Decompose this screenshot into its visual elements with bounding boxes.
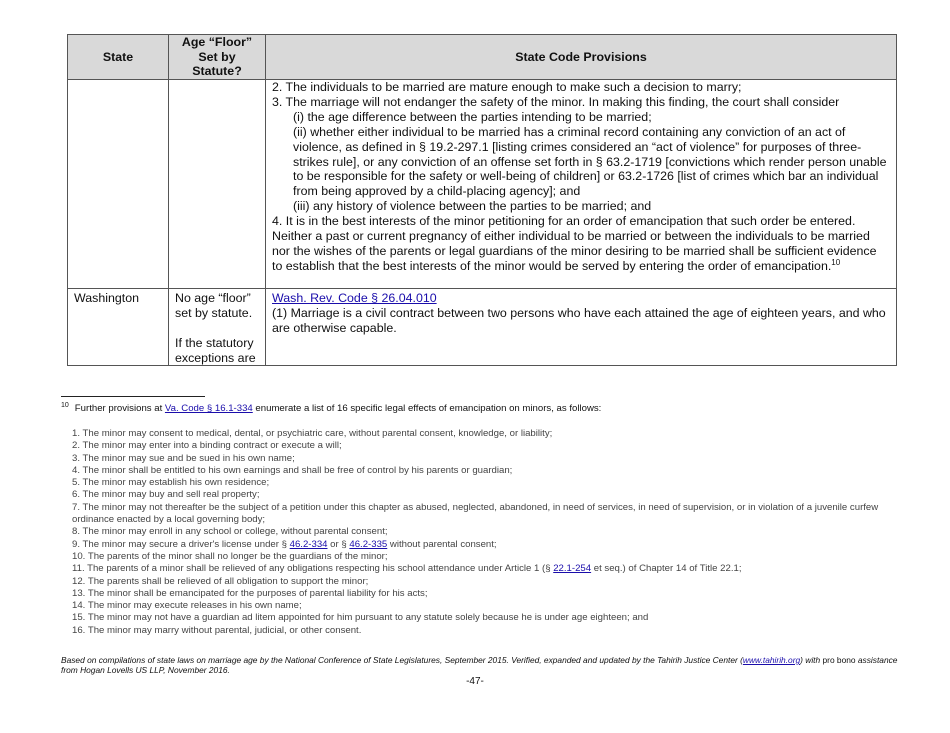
footnote-divider [61,396,205,397]
list-item: 15. The minor may not have a guardian ad litem appointed for him pursuant to any statute solely because he is under age eighteen; and [72,612,649,624]
provision-sub-i: (i) the age difference between the parties intending to be married; [293,109,652,124]
footnote-ref-10[interactable]: 10 [831,257,841,267]
emancipation-effects-list [72,428,887,637]
list-item-text: et seq.) of Chapter 14 of Title 22.1; [591,563,742,575]
code-link-46-2-335[interactable]: 46.2-335 [349,538,388,550]
header-provisions: State Code Provisions [266,35,897,80]
header-state: State [68,35,169,80]
table-row-virginia-continued [68,80,897,289]
cell-age-floor [169,288,266,366]
list-item-text: or § [327,538,350,550]
list-item: 7. The minor may not thereafter be the subject of a petition under this chapter as abused, neglected, abandoned, in need of services, in need of supervision, or in violation of a juvenile curfew ordinance enacted by a local governing body; [72,501,879,526]
source-note-text: assistance from Hogan Lovells US LLP, November 2016. [61,655,898,676]
va-code-link[interactable]: Va. Code § 16.1-334 [164,403,253,414]
footnote-intro-text: enumerate a list of 16 specific legal effects of emancipation on minors, as follows: [252,403,602,414]
source-note [61,655,911,676]
cell-age-floor [169,80,266,289]
header-age-floor-line: Statute? [192,64,242,79]
header-age-floor-line: Set by [198,49,236,64]
footnote-intro-text: Further provisions at [74,403,165,414]
list-item: 12. The parents shall be relieved of all obligation to support the minor; [72,575,369,587]
list-item: 4. The minor shall be entitled to his own earnings and shall be free of control by his parents or guardian; [72,464,513,476]
spacer [175,321,259,336]
provision-item-3: 3. The marriage will not endanger the safety of the minor. In making this finding, the court shall consider [272,94,840,109]
list-item: 13. The minor shall be emancipated for the purposes of parental liability for his acts; [72,587,428,599]
provision-item-2: 2. The individuals to be married are mature enough to make such a decision to marry; [272,80,742,94]
marriage-law-table [67,34,897,366]
list-item: 10. The parents of the minor shall no longer be the guardians of the minor; [72,550,388,562]
list-item: 8. The minor may enroll in any school or college, without parental consent; [72,526,388,538]
footnote-number: 10 [61,401,69,409]
list-item: 5. The minor may establish his own residence; [72,477,270,489]
list-item [72,539,887,551]
provision-item-4-text: 4. It is in the best interests of the minor petitioning for an order of emancipation that such order be entered. Neither a past or current pregnancy of either individual to be married or between the individuals to be married nor the wishes of the parents or legal guardians of the minor desiring to be married shall be sufficient evidence to establish that the best interests of the minor would be served by entering the order of emancipation. [272,214,877,273]
list-item: 14. The minor may execute releases in his own name; [72,600,302,612]
header-age-floor [169,35,266,80]
code-link-46-2-334[interactable]: 46.2-334 [289,538,328,550]
provision-item-4 [272,214,890,274]
cell-state: Washington [68,288,169,366]
source-note-text: ) with [800,655,823,665]
wash-rev-code-link[interactable]: Wash. Rev. Code § 26.04.010 [272,290,437,305]
table-header-row [68,35,897,80]
list-item [72,563,887,575]
cell-state [68,80,169,289]
header-age-floor-line: Age “Floor” [181,35,253,50]
source-note-text: Based on compilations of state laws on marriage age by the National Conference of State Legislatures, September 2015. Verified, expanded and updated by the Tahirih Justice Center ( [61,655,743,665]
source-note-text: pro bono [822,655,856,665]
list-item: 3. The minor may sue and be sued in his own name; [72,452,295,464]
list-item: 16. The minor may marry without parental, judicial, or other consent. [72,624,362,636]
provision-sub-ii: (ii) whether either individual to be married has a criminal record containing any conviction of an act of violence, as defined in § 19.2-297.1 [listing crimes considered an “act of violence” for purposes of three-strikes rule], or any conviction of an offense set forth in § 63.2-1719 [convictions which render person unable to be responsible for the safety or well-being of children] or 63.2-1726 [list of crimes which bar an individual from being approved by a child-placing agency]; and [293,124,887,199]
cell-provisions [266,288,897,366]
code-link-22-1-254[interactable]: 22.1-254 [553,563,592,575]
age-floor-exceptions-text: If the statutory exceptions are [175,335,256,365]
list-item: 1. The minor may consent to medical, dental, or psychiatric care, without parental consent, knowledge, or liability; [72,428,553,439]
table-row-washington [68,288,897,366]
list-item: 6. The minor may buy and sell real property; [72,489,260,501]
list-item-text: without parental consent; [387,538,497,550]
provision-sub-iii: (iii) any history of violence between the parties to be married; and [293,199,652,214]
list-item-text: 9. The minor may secure a driver's license under § [72,538,290,550]
cell-provisions [266,80,897,289]
list-item: 2. The minor may enter into a binding contract or execute a will; [72,440,342,452]
provision-text: (1) Marriage is a civil contract between two persons who have each attained the age of eighteen years, and who are otherwise capable. [272,305,886,335]
page-number: -47- [466,676,484,687]
footnote-10 [61,403,901,415]
list-item-text: 11. The parents of a minor shall be relieved of any obligations respecting his school attendance under Article 1 (§ [72,563,554,575]
tahirih-link[interactable]: www.tahirih.org [742,655,801,665]
age-floor-text: No age “floor” set by statute. [175,290,253,320]
